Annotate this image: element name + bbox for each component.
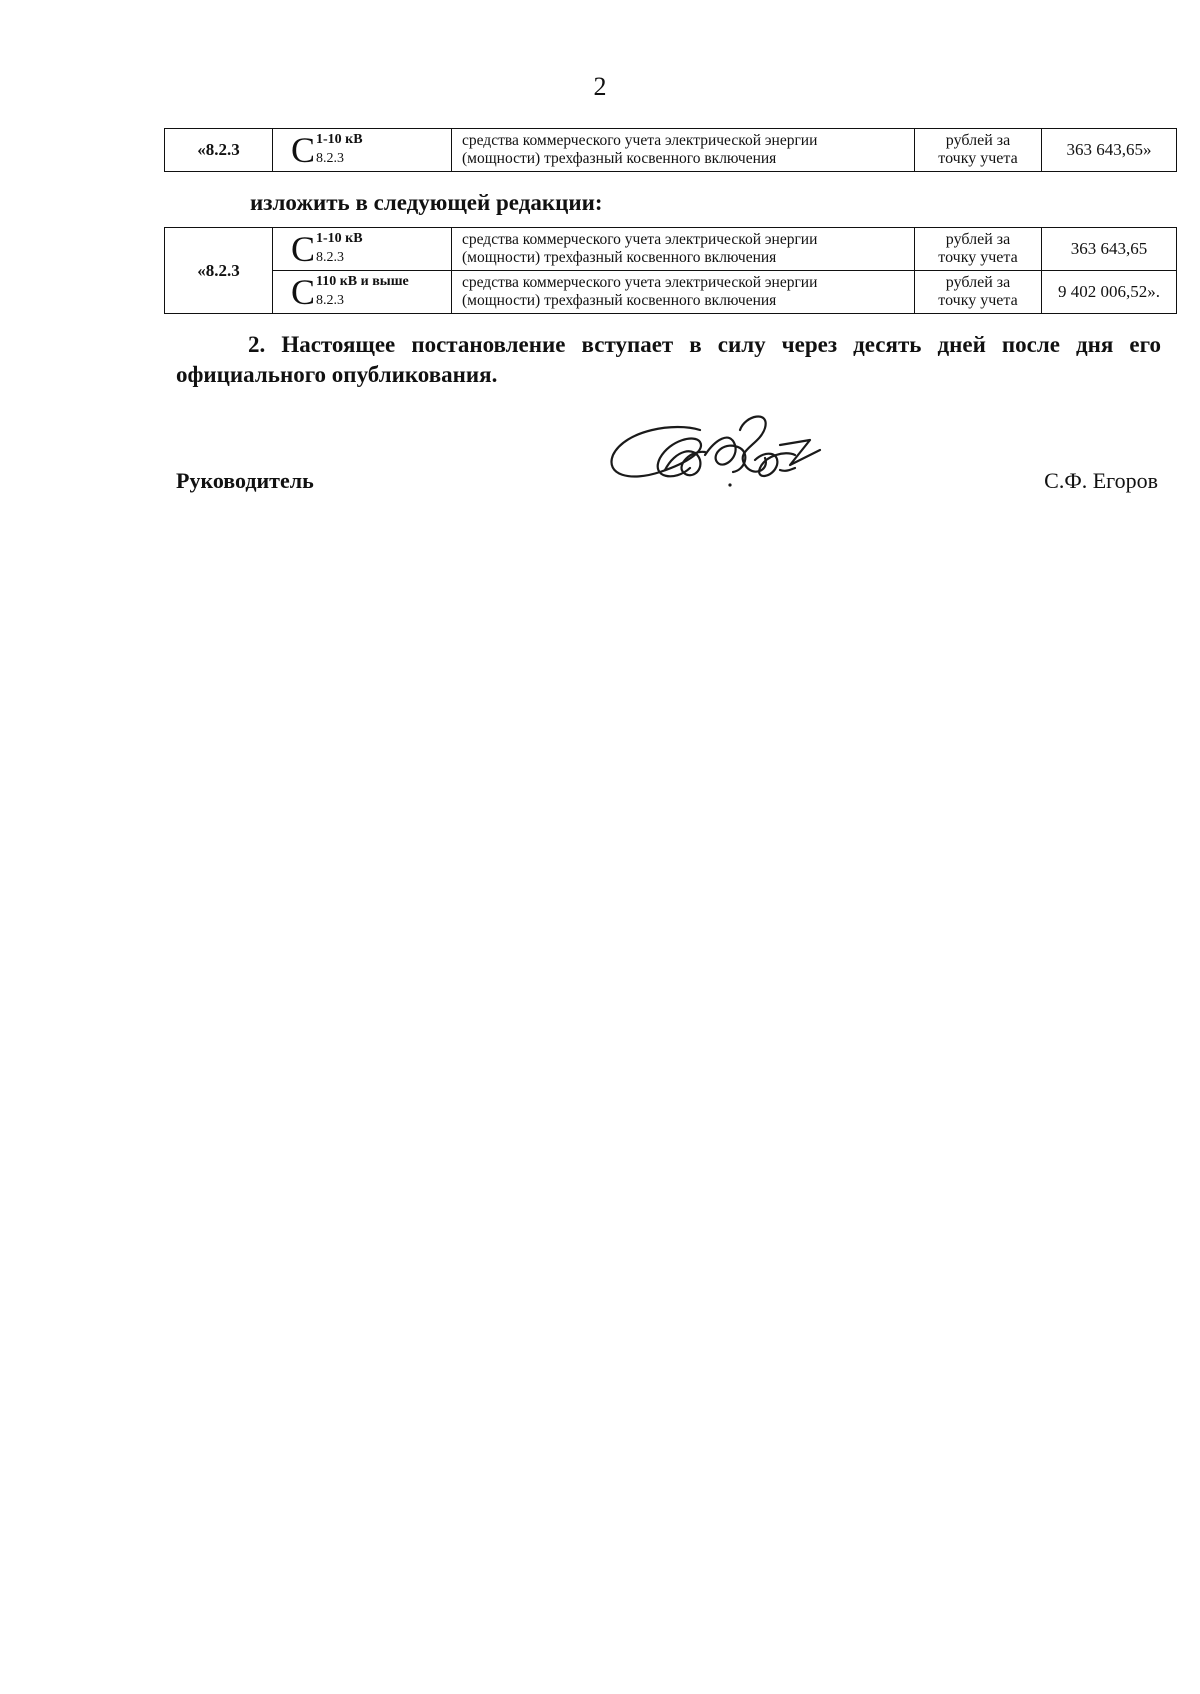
value-cell: 363 643,65» [1042,129,1177,172]
description-cell [452,228,915,271]
tariff-code [273,129,452,172]
unit-line: точку учета [938,292,1018,309]
code-superscript: 1-10 кВ [316,231,363,246]
code-letter: C [291,272,316,312]
unit-line: рублей за [945,231,1011,248]
description-cell [452,129,915,172]
page-number: 2 [593,72,607,101]
paragraph-line: официального опубликования. [176,362,498,387]
code-subscript: 8.2.3 [316,151,344,166]
unit-cell [915,129,1042,172]
old-tariff-table [164,128,1177,172]
item-number: «8.2.3 [165,228,273,314]
code-subscript: 8.2.3 [316,293,344,308]
signer-role: Руководитель [176,468,314,493]
paragraph-line: 2. Настоящее постановление вступает в силу через десять дней после дня его [248,332,1161,357]
table-row [165,271,1177,314]
code-letter: C [291,229,316,269]
code-superscript: 1-10 кВ [316,132,363,147]
table-row [165,129,1177,172]
code-letter: C [291,130,316,170]
effective-date-paragraph [176,330,1161,390]
unit-line: рублей за [945,132,1011,149]
table-row [165,228,1177,271]
unit-line: точку учета [938,150,1018,167]
description-line: средства коммерческого учета электрической энергии [462,274,818,291]
signer-name: С.Ф. Егоров [1044,468,1158,493]
description-line: (мощности) трехфазный косвенного включения [462,292,777,309]
unit-line: точку учета [938,249,1018,266]
description-line: средства коммерческого учета электрической энергии [462,231,818,248]
handwritten-signature [605,410,855,525]
value-cell: 363 643,65 [1042,228,1177,271]
intro-text: изложить в следующей редакции: [250,190,603,215]
tariff-code [273,228,452,271]
new-tariff-table [164,227,1177,314]
item-number: «8.2.3 [165,129,273,172]
description-line: средства коммерческого учета электрической энергии [462,132,818,149]
tariff-code [273,271,452,314]
code-superscript: 110 кВ и выше [316,274,409,289]
unit-cell [915,228,1042,271]
description-cell [452,271,915,314]
value-cell: 9 402 006,52». [1042,271,1177,314]
description-line: (мощности) трехфазный косвенного включения [462,249,777,266]
code-subscript: 8.2.3 [316,250,344,265]
description-line: (мощности) трехфазный косвенного включения [462,150,777,167]
unit-cell [915,271,1042,314]
unit-line: рублей за [945,274,1011,291]
